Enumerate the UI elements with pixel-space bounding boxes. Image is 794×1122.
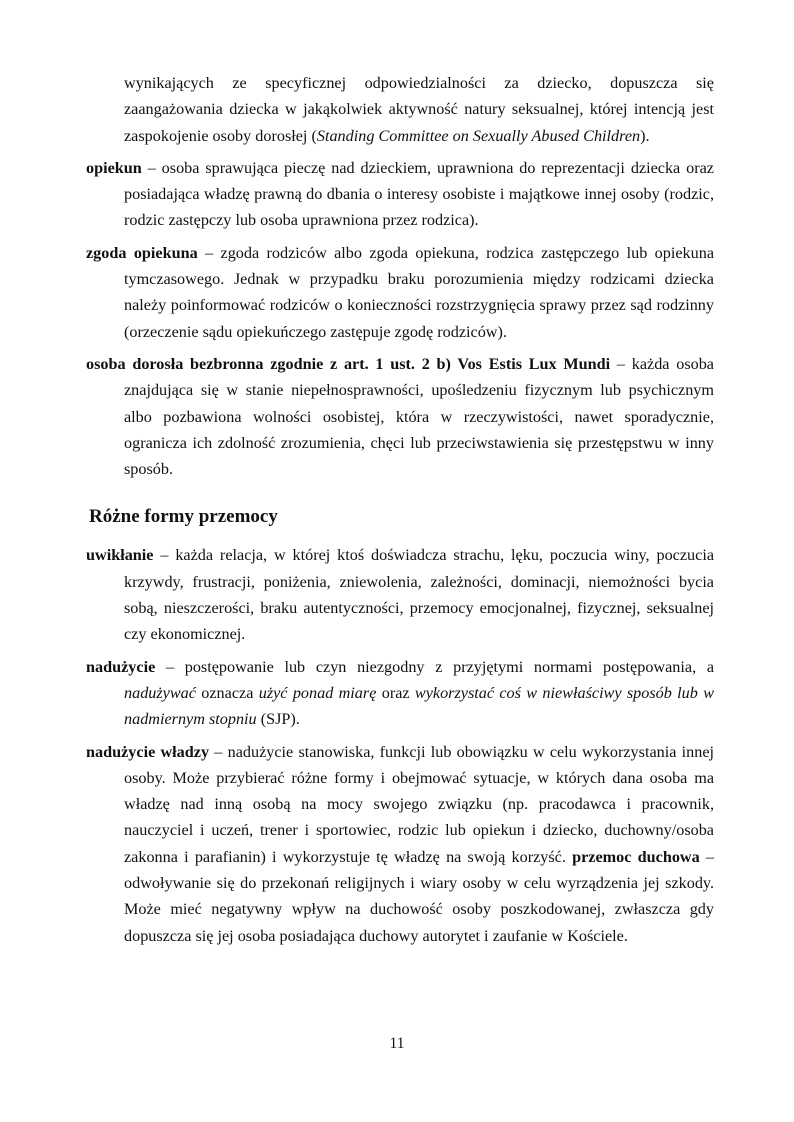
definition-naduzycie [86, 654, 714, 733]
definition-text: (SJP). [256, 710, 300, 729]
italic-phrase: użyć ponad miarę [258, 683, 377, 702]
page-number: 11 [389, 1035, 405, 1052]
source-citation: Standing Committee on Sexually Abused Children [316, 126, 641, 145]
continuation-paragraph [86, 70, 714, 149]
term-uwiklanie: uwikłanie [86, 546, 154, 565]
definition-text: – odwoływanie się do przekonań religijnych i wiary osoby w celu wyrządzenia jej szkody. Może mieć negatywny wpływ na duchowość osoby poszkodowanej, zwłaszcza gdy dopuszcza się jej osoba posiadająca duchowy autorytet i zaufanie w Kościele. [124, 847, 714, 945]
definition-uwiklanie [86, 542, 714, 647]
term-opiekun: opiekun [86, 158, 142, 177]
section-heading: Różne formy przemocy [89, 506, 278, 528]
definition-naduzycie-wladzy [86, 739, 714, 949]
continuation-end: ). [640, 126, 650, 145]
term-naduzycie-wladzy: nadużycie władzy [86, 742, 210, 761]
term-osoba-dorosla-bezbronna: osoba dorosła bezbronna zgodnie z art. 1 ust. 2 b) Vos Estis Lux Mundi [86, 354, 611, 373]
definition-text: – każda osoba znajdująca się w stanie niepełnosprawności, upośledzeniu fizycznym lub psychicznym albo pozbawiona wolności osobistej, która w rzeczywistości, nawet sporadycznie, ogranicza ich zdolność zrozumienia, chęci lub przeciwstawienia się przestępstwu w inny sposób. [124, 354, 714, 479]
definition-text: – osoba sprawująca pieczę nad dzieckiem, uprawniona do reprezentacji dziecka oraz posiadająca władzę prawną do dbania o interesy osobiste i majątkowe innej osoby (rodzic, rodzic zastępczy lub osoba uprawniona przez rodzica). [124, 158, 714, 230]
italic-phrase: nadużywać [124, 683, 196, 702]
definition-text: – każda relacja, w której ktoś doświadcza strachu, lęku, poczucia winy, poczucia krzywdy, frustracji, poniżenia, zniewolenia, zależności, dominacji, niemożności bycia sobą, nieszczerości, braku autentyczności, przemocy emocjonalnej, fizycznej, seksualnej czy ekonomicznej. [124, 546, 714, 644]
definition-osoba-dorosla-bezbronna [86, 351, 714, 482]
term-naduzycie: nadużycie [86, 657, 156, 676]
definition-text: – postępowanie lub czyn niezgodny z przyjętymi normami postępowania, a [155, 657, 714, 676]
definition-opiekun [86, 155, 714, 234]
term-zgoda-opiekuna: zgoda opiekuna [86, 243, 198, 262]
definition-text: oraz [376, 683, 415, 702]
definition-text: – zgoda rodziców albo zgoda opiekuna, rodzica zastępczego lub opiekuna tymczasowego. Jednak w przypadku braku porozumienia między rodzicami dziecka należy poinformować rodziców o konieczności rozstrzygnięcia sprawy przez sąd rodzinny (orzeczenie sądu opiekuńczego zastępuje zgodę rodziców). [124, 243, 714, 341]
italic-phrase: wykorzystać coś w niewłaściwy sposób lub w nadmiernym stopniu [124, 683, 714, 729]
definition-zgoda-opiekuna [86, 240, 714, 345]
continuation-text: wynikających ze specyficznej odpowiedzialności za dziecko, dopuszcza się zaangażowania dziecka w jakąkolwiek aktywność natury seksualnej, której intencją jest zaspokojenie osoby dorosłej ( [124, 74, 714, 145]
term-przemoc-duchowa: przemoc duchowa [572, 847, 700, 866]
document-page [86, 70, 714, 955]
definition-text: – nadużycie stanowiska, funkcji lub obowiązku w celu wykorzystania innej osoby. Może przybierać różne formy i obejmować sytuacje, w których dana osoba ma władzę nad inną osobą na mocy swojego związku (np. pracodawca i pracownik, nauczyciel i uczeń, trener i sportowiec, rodzic lub opiekun i dziecko, duchowny/osoba zakonna i parafianin) i wykorzystuje tę władzę na swoją korzyść. [124, 742, 714, 866]
definition-text: oznacza [195, 683, 259, 702]
